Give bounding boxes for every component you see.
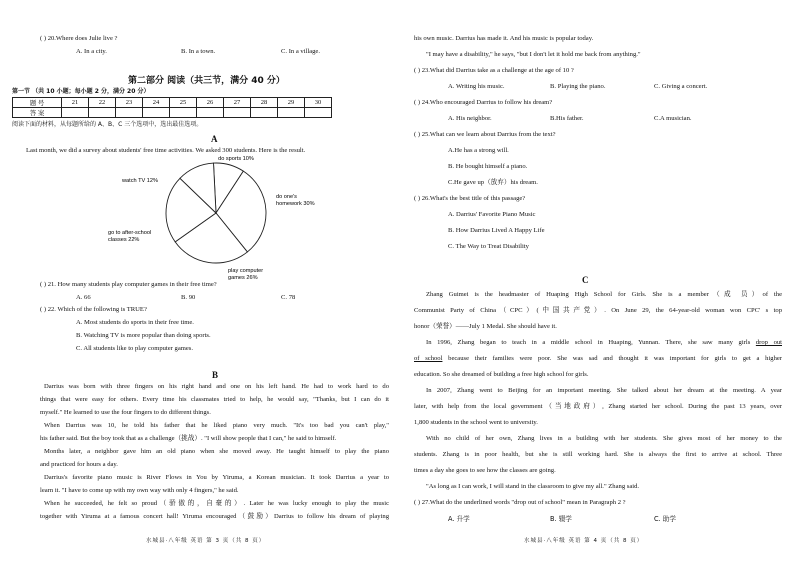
passage-c-line: of school because their families were poor. She was sad and thought it was important for girls to get a higher bbox=[414, 355, 783, 362]
q-number: 27 bbox=[224, 98, 251, 108]
q-number: 29 bbox=[278, 98, 305, 108]
answer-cell[interactable] bbox=[116, 108, 143, 118]
pie-label: go to after-school classes 22% bbox=[108, 230, 152, 243]
q25-option-b: B. He bought himself a piano. bbox=[448, 163, 528, 170]
passage-a-intro: Last month, we did a survey about students' free time activities. We asked 300 students. Here is the result. bbox=[26, 147, 306, 154]
q-number: 22 bbox=[89, 98, 116, 108]
passage-c-line: In 2007, Zhang went to Beijing for an important meeting. She talked about her dream at the meeting. A year bbox=[426, 387, 782, 394]
q23-stem: ( ) 23.What did Darrius take as a challenge at the age of 10 ? bbox=[414, 67, 574, 74]
q-number: 25 bbox=[170, 98, 197, 108]
passage-a-title: A bbox=[211, 134, 218, 144]
answer-cell[interactable] bbox=[278, 108, 305, 118]
passage-b-continued: "I may have a disability," he says, "but I don't let it hold me back from anything." bbox=[426, 51, 641, 58]
passage-b-line: his father said. But the boy took that as a challenge（挑战）. "I will show people that I can," he said to himself. bbox=[40, 435, 337, 442]
q24-stem: ( ) 24.Who encouraged Darrius to follow his dream? bbox=[414, 99, 553, 106]
pie-label: do sports 10% bbox=[218, 156, 254, 162]
passage-c-line: "As long as I can work, I will stand in the classroom to give my all." Zhang said. bbox=[426, 483, 640, 490]
q-number: 23 bbox=[116, 98, 143, 108]
q21-option-b: B. 90 bbox=[181, 294, 196, 301]
left-page bbox=[6, 0, 391, 562]
answer-cell[interactable] bbox=[170, 108, 197, 118]
right-page bbox=[404, 0, 789, 562]
q27-option-b: B. 辍学 bbox=[550, 515, 572, 523]
q20-stem: ( ) 20.Where does Julie live ? bbox=[40, 35, 118, 42]
q20-option-c: C. In a village. bbox=[281, 48, 321, 55]
passage-b-line: and practiced for hours a day. bbox=[40, 461, 118, 468]
q20-option-a: A. In a city. bbox=[76, 48, 107, 55]
q24-option-b: B.His father. bbox=[550, 115, 584, 122]
q25-stem: ( ) 25.What can we learn about Darrius from the text? bbox=[414, 131, 556, 138]
pie-label: play computer games 26% bbox=[228, 268, 264, 281]
passage-b-line: Darrius was born with three fingers on his right hand and one on his left hand. He had to work hard to do bbox=[44, 383, 389, 390]
q27-stem: ( ) 27.What do the underlined words "drop out of school" mean in Paragraph 2 ? bbox=[414, 499, 626, 506]
q26-option-c: C. The Way to Treat Disability bbox=[448, 243, 529, 250]
answer-cell[interactable] bbox=[89, 108, 116, 118]
q21-option-c: C. 78 bbox=[281, 294, 296, 301]
pie-label: do one's homework 30% bbox=[276, 194, 315, 207]
answer-table bbox=[12, 97, 332, 118]
passage-b-line: learn it. "I have to come up with my own way with only 4 fingers," he said. bbox=[40, 487, 239, 494]
passage-b-line: When he succeeded, he felt so proud（骄傲的，自豪的）. Later he was lucky enough to play the music bbox=[44, 500, 389, 507]
q-number: 30 bbox=[305, 98, 332, 108]
answer-cell[interactable] bbox=[224, 108, 251, 118]
passage-b-line: myself." He learned to use the four fingers to do different things. bbox=[40, 409, 211, 416]
q24-option-c: C.A musician. bbox=[654, 115, 692, 122]
q21-option-a: A. 66 bbox=[76, 294, 91, 301]
row-label-number: 题 号 bbox=[13, 98, 62, 108]
answer-cell[interactable] bbox=[143, 108, 170, 118]
row-label-answer: 答 案 bbox=[13, 108, 62, 118]
q24-option-a: A. His neighbor. bbox=[448, 115, 492, 122]
part2-title: 第二部分 阅读（共三节，满分 40 分） bbox=[128, 76, 285, 86]
page-footer: 水城县·八年级 英语 第 3 页（共 8 页） bbox=[146, 538, 266, 544]
page-footer: 水城县·八年级 英语 第 4 页（共 8 页） bbox=[524, 538, 644, 544]
answer-cell[interactable] bbox=[251, 108, 278, 118]
passage-c-title: C bbox=[582, 275, 589, 285]
instruction: 阅读下面的材料，从每题所给的 A、B、C 三个选项中，选出最佳选项。 bbox=[12, 121, 203, 128]
q22-stem: ( ) 22. Which of the following is TRUE? bbox=[40, 306, 147, 313]
passage-b-line: When Darrius was 10, he told his father that he liked piano very much. "It's too bad you can't play," bbox=[44, 422, 389, 429]
passage-c-line: 1,800 students in the school went to university. bbox=[414, 419, 538, 426]
passage-c-line: With no child of her own, Zhang lives in a building with her students. She gives most of her money to the bbox=[426, 435, 782, 442]
passage-b-line: Months later, a neighbor gave him an old piano when she moved away. He taught himself to play the piano bbox=[44, 448, 389, 455]
passage-c-line: education. So she dreamed of building a free high school for girls. bbox=[414, 371, 589, 378]
q26-option-a: A. Darrius' Favorite Piano Music bbox=[448, 211, 536, 218]
q25-option-a: A.He has a strong will. bbox=[448, 147, 509, 154]
q26-option-b: B. How Darrius Lived A Happy Life bbox=[448, 227, 545, 234]
q22-option-c: C. All students like to play computer games. bbox=[76, 345, 194, 352]
q23-option-a: A. Writing his music. bbox=[448, 83, 505, 90]
passage-b-line: Darrius's favorite piano music is River Flows in You by Yiruma, a Korean musician. It took Darrius a year to bbox=[44, 474, 389, 481]
answer-cell[interactable] bbox=[305, 108, 332, 118]
passage-c-line: honor（荣誉）——July 1 Medal. She should have it. bbox=[414, 323, 557, 330]
passage-c-line: students. Zhang is in poor health, but she is still working hard. She is always the first to arrive at school. Three bbox=[414, 451, 782, 458]
passage-b-line: together with Yiruma at a famous concert hall! Yiruma encouraged（鼓励）Darrius to follow his dream of playing bbox=[40, 513, 389, 520]
pie-label: watch TV 12% bbox=[122, 178, 158, 184]
q25-option-c: C.He gave up（放弃）his dream. bbox=[448, 179, 538, 186]
q22-option-b: B. Watching TV is more popular than doing sports. bbox=[76, 332, 211, 339]
q21-stem: ( ) 21. How many students play computer games in their free time? bbox=[40, 281, 217, 288]
passage-b-title: B bbox=[212, 370, 219, 380]
pie-chart bbox=[108, 155, 346, 281]
passage-c-line: In 1996, Zhang began to teach in a middle school in Huaping, Yunnan. There, she saw many girls drop out bbox=[426, 339, 782, 346]
answer-cell[interactable] bbox=[197, 108, 224, 118]
q26-stem: ( ) 26.What's the best title of this passage? bbox=[414, 195, 526, 202]
q22-option-a: A. Most students do sports in their free time. bbox=[76, 319, 194, 326]
passage-c-line: times a day she goes to see how the classes are going. bbox=[414, 467, 556, 474]
answer-cell[interactable] bbox=[62, 108, 89, 118]
passage-c-line: Communist Party of China（CPC）(中国共产党）. On June 29, the 64-year-old woman won CPC' s top bbox=[414, 307, 782, 314]
passage-b-continued: his own music. Darrius has made it. And his music is popular today. bbox=[414, 35, 594, 42]
passage-c-line: later, with help from the local government（当地政府）, Zhang started her school. During the past 13 years, over bbox=[414, 403, 782, 410]
q-number: 26 bbox=[197, 98, 224, 108]
q27-option-a: A. 升学 bbox=[448, 515, 470, 523]
q20-option-b: B. In a town. bbox=[181, 48, 216, 55]
q23-option-c: C. Giving a concert. bbox=[654, 83, 708, 90]
q-number: 24 bbox=[143, 98, 170, 108]
q27-option-c: C. 助学 bbox=[654, 515, 676, 523]
q-number: 21 bbox=[62, 98, 89, 108]
section1-title: 第一节 （共 10 小题；每小题 2 分，满分 20 分） bbox=[12, 88, 150, 95]
passage-c-line: Zhang Guimei is the headmaster of Huaping High School for Girls. She is a member（成 员）of the bbox=[426, 291, 782, 298]
passage-b-line: things that were easy for others. Every time his classmates tried to help, he would say, "Thanks, but I can do it bbox=[40, 396, 389, 403]
q23-option-b: B. Playing the piano. bbox=[550, 83, 606, 90]
q-number: 28 bbox=[251, 98, 278, 108]
